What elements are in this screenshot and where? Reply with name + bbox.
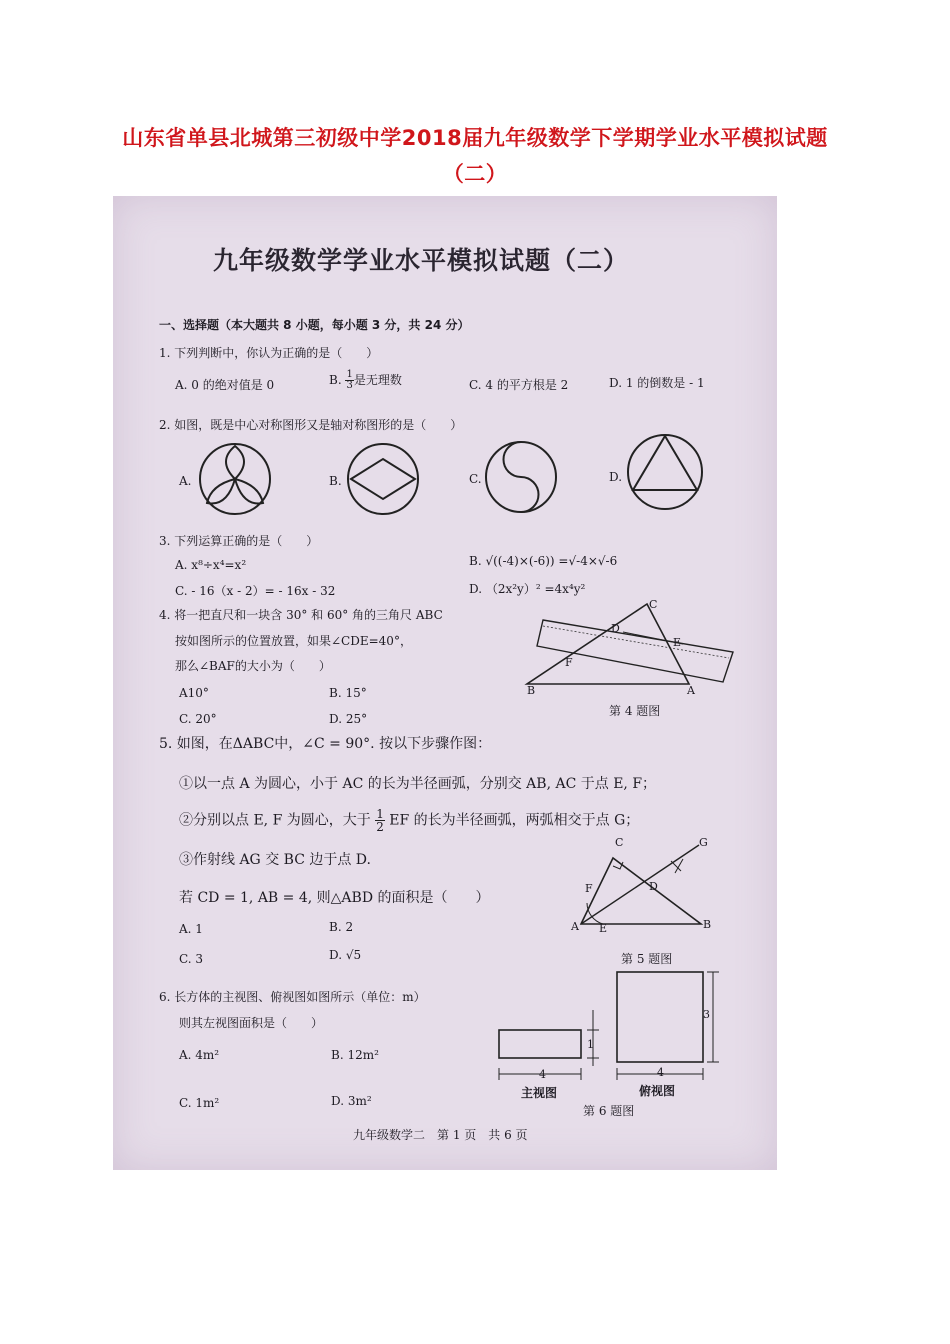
q4-point-b: B bbox=[527, 684, 536, 697]
q2-figure-c bbox=[483, 439, 559, 515]
q3-option-a: A. x⁸÷x⁴=x² bbox=[175, 558, 247, 572]
q4-point-a: A bbox=[687, 684, 695, 697]
q6-front-view-label: 主视图 bbox=[521, 1086, 558, 1100]
scanned-exam-page bbox=[113, 196, 777, 1170]
q6-option-b: B. 12m² bbox=[331, 1048, 379, 1062]
q6-top-view-label: 俯视图 bbox=[639, 1084, 676, 1098]
q5-option-d: D. √5 bbox=[329, 948, 362, 962]
section-heading: 一、选择题（本大题共 8 小题，每小题 3 分，共 24 分） bbox=[159, 318, 470, 332]
q4-point-c: C bbox=[649, 598, 658, 611]
q5-step3: ③作射线 AG 交 BC 边于点 D. bbox=[179, 852, 371, 868]
q6-line2: 则其左视图面积是（ ） bbox=[179, 1016, 324, 1030]
q5-step2: ②分别以点 E, F 为圆心，大于 $\frac{1}{2}$ EF 的长为半径画弧，两弧相交于点 G； bbox=[179, 807, 640, 834]
q1-option-c: C. 4 的平方根是 2 bbox=[469, 378, 569, 392]
page-footer: 九年级数学二 第 1 页 共 6 页 bbox=[353, 1128, 528, 1142]
q6-caption: 第 6 题图 bbox=[583, 1104, 635, 1118]
q2-option-b: B. bbox=[329, 474, 342, 488]
q4-line3: 那么∠BAF的大小为（ ） bbox=[175, 659, 331, 673]
q2-figure-b bbox=[345, 441, 421, 517]
q3-option-b: B. √((-4)×(-6)) =√-4×√-6 bbox=[469, 554, 618, 568]
document-title: 山东省单县北城第三初级中学2018届九年级数学下学期学业水平模拟试题 bbox=[122, 126, 828, 150]
q2-option-a: A. bbox=[179, 474, 192, 488]
q4-option-a: A10° bbox=[179, 686, 209, 700]
q5-point-c: C bbox=[615, 836, 624, 849]
q5-point-b: B bbox=[703, 918, 712, 931]
q4-option-b: B. 15° bbox=[329, 686, 367, 700]
q4-option-c: C. 20° bbox=[179, 712, 217, 726]
q5-option-a: A. 1 bbox=[179, 922, 203, 936]
q5-stem: 5. 如图，在ΔABC中，∠C = 90°. 按以下步骤作图： bbox=[159, 736, 492, 752]
q4-point-d: D bbox=[611, 622, 620, 635]
q4-caption: 第 4 题图 bbox=[609, 704, 661, 718]
q5-condition: 若 CD = 1, AB = 4, 则△ABD 的面积是（ ） bbox=[179, 890, 490, 906]
q1-stem: 1. 下列判断中，你认为正确的是（ ） bbox=[159, 346, 379, 360]
q4-option-d: D. 25° bbox=[329, 712, 368, 726]
q5-point-f: F bbox=[585, 882, 593, 895]
q5-step1: ①以一点 A 为圆心，小于 AC 的长为半径画弧，分别交 AB, AC 于点 E, F； bbox=[179, 776, 657, 792]
q3-option-d: D. （2x²y）² =4x⁴y² bbox=[469, 582, 586, 596]
q2-stem: 2. 如图，既是中心对称图形又是轴对称图形的是（ ） bbox=[159, 418, 463, 432]
q3-option-c: C. - 16（x - 2）= - 16x - 32 bbox=[175, 584, 336, 598]
q2-figure-d bbox=[625, 432, 705, 512]
q4-line1: 4. 将一把直尺和一块含 30° 和 60° 角的三角尺 ABC bbox=[159, 608, 443, 622]
q2-figure-a bbox=[197, 441, 273, 517]
q6-option-d: D. 3m² bbox=[331, 1094, 372, 1108]
q1-option-d: D. 1 的倒数是 - 1 bbox=[609, 376, 705, 390]
q1-option-b: B. $\frac{1}{3}$ 是无理数 bbox=[329, 369, 402, 391]
fraction-one-half: $\frac{1}{2}$ bbox=[376, 807, 384, 834]
q2-option-d: D. bbox=[609, 470, 623, 484]
q4-point-f: F bbox=[565, 656, 573, 669]
q6-top-view bbox=[613, 968, 723, 1084]
fraction-one-third: $\frac{1}{3}$ bbox=[346, 369, 353, 391]
paper-heading: 九年级数学学业水平模拟试题（二） bbox=[213, 246, 630, 275]
q5-point-g: G bbox=[699, 836, 708, 849]
q5-caption: 第 5 题图 bbox=[621, 952, 673, 966]
q6-front-view bbox=[497, 1004, 601, 1084]
q4-figure bbox=[523, 596, 733, 696]
q6-option-c: C. 1m² bbox=[179, 1096, 220, 1110]
q6-line1: 6. 长方体的主视图、俯视图如图所示（单位：m） bbox=[159, 990, 426, 1004]
q5-option-c: C. 3 bbox=[179, 952, 204, 966]
q6-top-width-label: 4 bbox=[657, 1066, 664, 1079]
q5-option-b: B. 2 bbox=[329, 920, 354, 934]
q4-point-e: E bbox=[673, 636, 682, 649]
q1-option-a: A. 0 的绝对值是 0 bbox=[175, 378, 275, 392]
q6-front-height-label: 1 bbox=[587, 1038, 594, 1051]
q6-option-a: A. 4m² bbox=[179, 1048, 220, 1062]
q5-point-e: E bbox=[599, 922, 608, 935]
q6-front-width-label: 4 bbox=[539, 1068, 546, 1081]
q6-top-depth-label: 3 bbox=[703, 1008, 710, 1021]
q2-option-c: C. bbox=[469, 472, 482, 486]
q5-point-a: A bbox=[571, 920, 579, 933]
document-title-subtitle: （二） bbox=[442, 162, 508, 186]
q3-stem: 3. 下列运算正确的是（ ） bbox=[159, 534, 319, 548]
q4-line2: 按如图所示的位置放置，如果∠CDE=40°， bbox=[175, 634, 412, 648]
q5-point-d: D bbox=[649, 880, 658, 893]
q5-figure bbox=[573, 841, 723, 931]
